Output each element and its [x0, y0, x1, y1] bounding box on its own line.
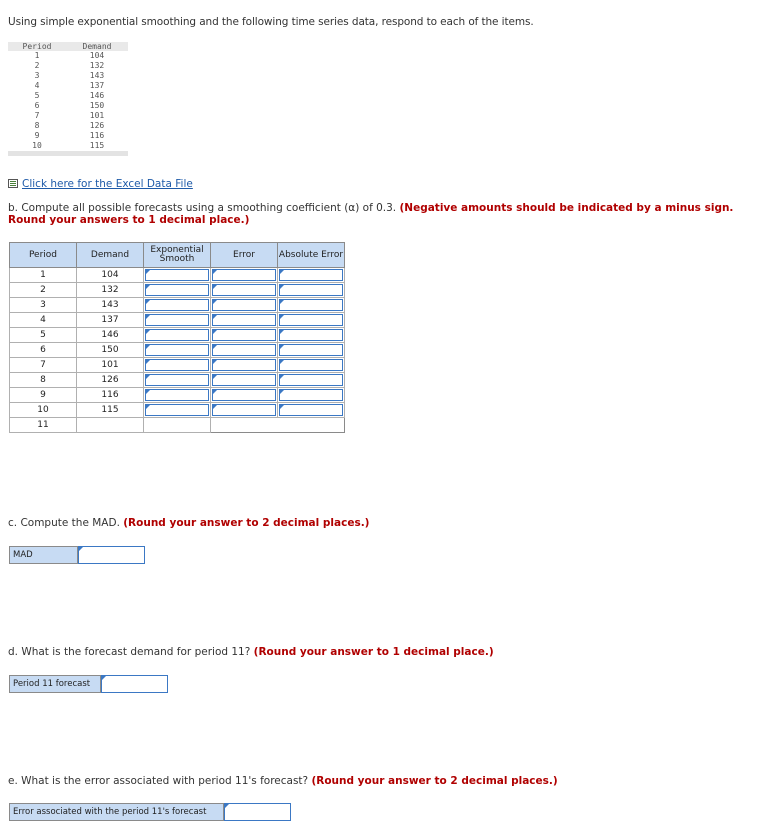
data-table-row	[8, 131, 128, 141]
error-input[interactable]	[211, 388, 278, 403]
demand-cell: 150	[77, 343, 144, 358]
header-error: Error	[211, 243, 278, 268]
error-input[interactable]	[211, 358, 278, 373]
demand-cell: 132	[77, 283, 144, 298]
data-table-cell-period: 2	[34, 61, 40, 70]
absolute-error-input[interactable]	[278, 373, 345, 388]
data-table-cell-period: 10	[8, 141, 66, 154]
data-table-row	[8, 91, 128, 101]
data-table-row	[8, 61, 128, 71]
excel-data-file-link[interactable]: Click here for the Excel Data File	[22, 178, 193, 190]
exponential-smooth-input[interactable]	[144, 343, 211, 358]
table-row	[10, 418, 345, 433]
absolute-error-input[interactable]	[278, 403, 345, 418]
forecast-table	[9, 242, 345, 433]
header-demand: Demand	[77, 243, 144, 268]
period-cell: 3	[10, 298, 77, 313]
question-c-note: (Round your answer to 2 decimal places.)	[123, 517, 370, 529]
table-row	[10, 328, 345, 343]
data-table-row	[8, 121, 128, 131]
exponential-smooth-input[interactable]	[144, 403, 211, 418]
data-table-cell-period: 9	[34, 131, 40, 140]
period-11-forecast-input[interactable]	[101, 675, 168, 693]
mad-input[interactable]	[78, 546, 145, 564]
period-cell: 2	[10, 283, 77, 298]
error-input[interactable]	[211, 343, 278, 358]
data-table-row	[8, 81, 128, 91]
data-table-cell-demand: 126	[89, 121, 105, 130]
data-table-cell-demand: 132	[89, 61, 105, 70]
absolute-error-input[interactable]	[278, 268, 345, 283]
data-table-row	[8, 101, 128, 111]
data-table-cell-period: 8	[34, 121, 40, 130]
error-input[interactable]	[211, 328, 278, 343]
error-input[interactable]	[211, 283, 278, 298]
exponential-smooth-input[interactable]	[144, 418, 211, 433]
demand-cell: 146	[77, 328, 144, 343]
data-table-row	[8, 71, 128, 81]
exponential-smooth-input[interactable]	[144, 283, 211, 298]
demand-cell: 137	[77, 313, 144, 328]
absolute-error-input[interactable]	[278, 283, 345, 298]
period-cell: 5	[10, 328, 77, 343]
table-row	[10, 313, 345, 328]
exponential-smooth-input[interactable]	[144, 388, 211, 403]
table-row	[10, 388, 345, 403]
excel-link-row	[8, 178, 193, 190]
period-cell: 6	[10, 343, 77, 358]
demand-cell	[77, 418, 144, 433]
header-period: Period	[10, 243, 77, 268]
data-table-cell-period: 5	[34, 91, 40, 100]
data-table-cell-period: 4	[34, 81, 40, 90]
data-table-cell-demand: 150	[89, 101, 105, 110]
header-exponential-smooth: Exponential Smooth	[144, 243, 211, 268]
table-row	[10, 268, 345, 283]
question-d-text: d. What is the forecast demand for period 11?	[8, 646, 254, 658]
demand-cell: 143	[77, 298, 144, 313]
data-table-cell-period: 1	[34, 51, 40, 60]
data-table-cell-demand: 116	[89, 131, 105, 140]
period-11-error-input[interactable]	[224, 803, 291, 821]
absolute-error-input[interactable]	[278, 328, 345, 343]
data-table-row	[8, 141, 128, 154]
excel-file-icon	[8, 179, 19, 188]
mad-label: MAD	[9, 546, 78, 564]
period-11-error-label: Error associated with the period 11's forecast	[9, 803, 224, 821]
table-row	[10, 358, 345, 373]
error-input[interactable]	[211, 268, 278, 283]
data-table-row	[8, 111, 128, 121]
period-cell: 9	[10, 388, 77, 403]
data-table-cell-demand: 104	[89, 51, 105, 60]
question-d-note: (Round your answer to 1 decimal place.)	[253, 646, 494, 658]
period-cell: 11	[10, 418, 77, 433]
period-cell: 8	[10, 373, 77, 388]
absolute-error-input[interactable]	[278, 388, 345, 403]
intro-text: Using simple exponential smoothing and the following time series data, respond to each of the items.	[8, 16, 534, 28]
question-c	[8, 517, 369, 529]
data-table-header-demand: Demand	[66, 42, 128, 51]
absolute-error-input[interactable]	[278, 343, 345, 358]
absolute-error-input[interactable]	[278, 313, 345, 328]
question-e-note: (Round your answer to 2 decimal places.)	[311, 775, 558, 787]
error-input[interactable]	[211, 403, 278, 418]
question-e-text: e. What is the error associated with period 11's forecast?	[8, 775, 312, 787]
demand-cell: 101	[77, 358, 144, 373]
error-input[interactable]	[211, 313, 278, 328]
period-cell: 1	[10, 268, 77, 283]
data-table-cell-demand: 115	[66, 141, 128, 154]
exponential-smooth-input[interactable]	[144, 328, 211, 343]
exponential-smooth-input[interactable]	[144, 298, 211, 313]
table-row	[10, 343, 345, 358]
error-input[interactable]	[211, 373, 278, 388]
data-table-cell-period: 7	[34, 111, 40, 120]
data-table-cell-demand: 101	[89, 111, 105, 120]
data-table-cell-demand: 137	[89, 81, 105, 90]
period-cell: 10	[10, 403, 77, 418]
demand-cell: 104	[77, 268, 144, 283]
data-table-cell-period: 6	[34, 101, 40, 110]
question-b-text: b. Compute all possible forecasts using a smoothing coefficient (α) of 0.3.	[8, 202, 400, 214]
empty-cell	[211, 418, 345, 433]
demand-cell: 126	[77, 373, 144, 388]
header-absolute-error: Absolute Error	[278, 243, 345, 268]
data-table-cell-period: 3	[34, 71, 40, 80]
period-cell: 4	[10, 313, 77, 328]
demand-cell: 115	[77, 403, 144, 418]
period-11-forecast-label: Period 11 forecast	[9, 675, 101, 693]
data-table	[8, 42, 128, 156]
exponential-smooth-input[interactable]	[144, 313, 211, 328]
question-b	[8, 202, 768, 226]
table-row	[10, 373, 345, 388]
data-table-row	[8, 51, 128, 61]
exponential-smooth-input[interactable]	[144, 373, 211, 388]
demand-cell: 116	[77, 388, 144, 403]
exponential-smooth-input[interactable]	[144, 268, 211, 283]
absolute-error-input[interactable]	[278, 358, 345, 373]
data-table-cell-demand: 146	[89, 91, 105, 100]
data-table-cell-demand: 143	[89, 71, 105, 80]
exponential-smooth-input[interactable]	[144, 358, 211, 373]
table-row	[10, 403, 345, 418]
question-e	[8, 775, 558, 787]
question-d	[8, 646, 494, 658]
question-b-note: (Negative amounts should be indicated by a minus sign. Round your answers to 1 decimal place.)	[8, 202, 734, 226]
absolute-error-input[interactable]	[278, 298, 345, 313]
table-row	[10, 283, 345, 298]
table-row	[10, 298, 345, 313]
data-table-header-period: Period	[8, 42, 66, 51]
period-cell: 7	[10, 358, 77, 373]
question-c-text: c. Compute the MAD.	[8, 517, 124, 529]
error-input[interactable]	[211, 298, 278, 313]
